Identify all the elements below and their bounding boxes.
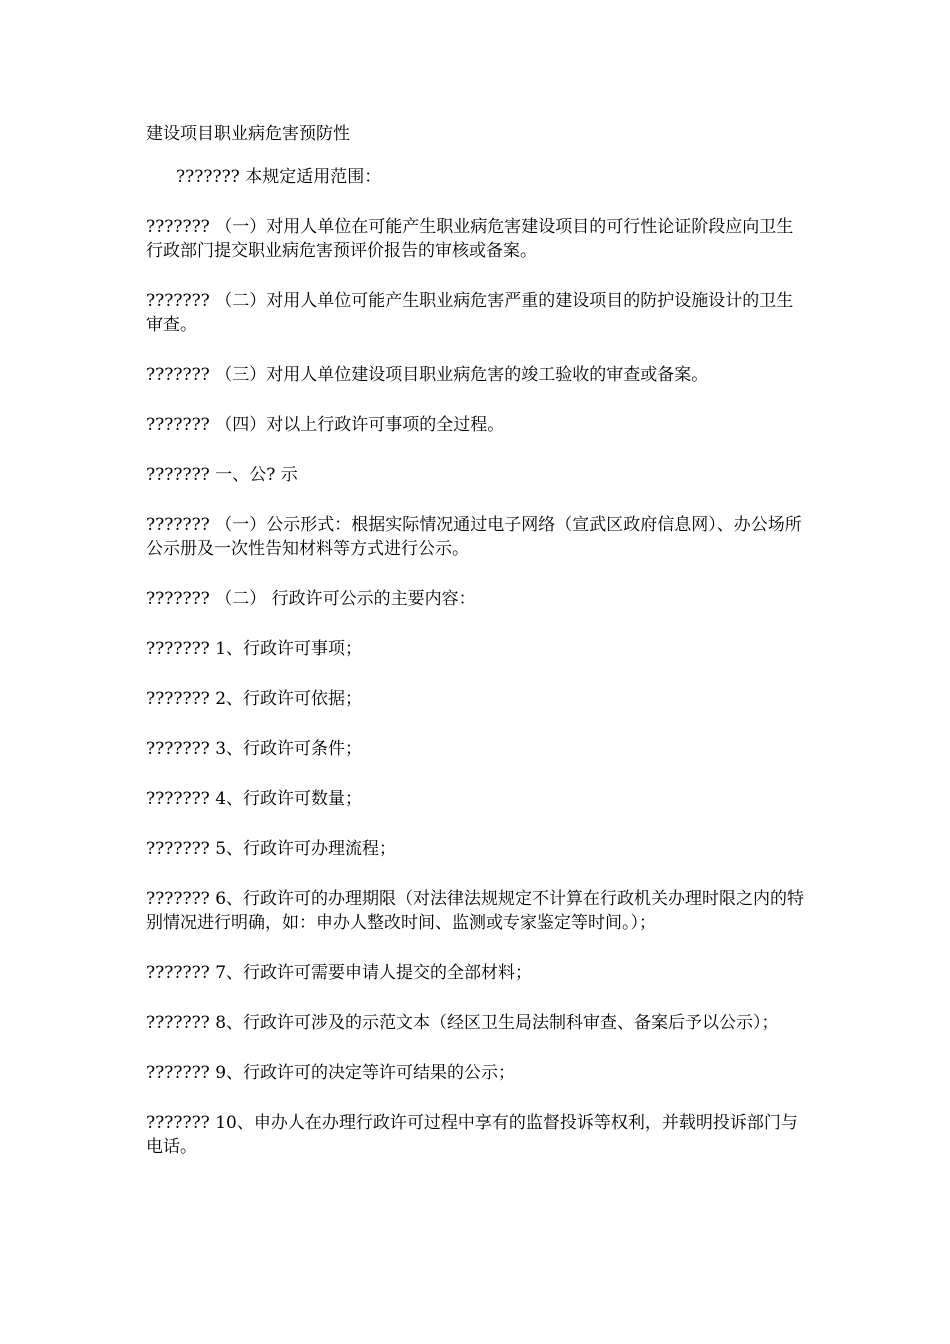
list-item-10: ??????? 10、申办人在办理行政许可过程中享有的监督投诉等权利，并载明投诉部门与电话。: [146, 1113, 798, 1157]
list-item-8: ??????? 8、行政许可涉及的示范文本（经区卫生局法制科审查、备案后予以公示）；: [146, 1013, 779, 1033]
paragraph-scope-1: ??????? （一）对用人单位在可能产生职业病危害建设项目的可行性论证阶段应向卫生行政部门提交职业病危害预评价报告的审核或备案。: [146, 217, 794, 261]
list-item-4: ??????? 4、行政许可数量；: [146, 789, 363, 809]
list-item-5: ??????? 5、行政许可办理流程；: [146, 839, 397, 859]
list-item-2: ??????? 2、行政许可依据；: [146, 689, 363, 709]
paragraph-publicity-form: ??????? （一）公示形式：根据实际情况通过电子网络（宣武区政府信息网）、办公场所公示册及一次性告知材料等方式进行公示。: [146, 515, 802, 559]
list-item-6: ??????? 6、行政许可的办理期限（对法律法规规定不计算在行政机关办理时限之内的特别情况进行明确，如：申办人整改时间、监测或专家鉴定等时间。）；: [146, 889, 805, 933]
paragraph-scope-4: ??????? （四）对以上行政许可事项的全过程。: [146, 415, 505, 435]
list-item-9: ??????? 9、行政许可的决定等许可结果的公示；: [146, 1063, 516, 1083]
paragraph-scope-2: ??????? （二）对用人单位可能产生职业病危害严重的建设项目的防护设施设计的卫生审查。: [146, 291, 794, 335]
paragraph-publicity-content: ??????? （二） 行政许可公示的主要内容：: [146, 589, 476, 609]
paragraph-scope-3: ??????? （三）对用人单位建设项目职业病危害的竣工验收的审查或备案。: [146, 365, 709, 385]
paragraph-scope: ??????? 本规定适用范围：: [176, 167, 382, 187]
list-item-1: ??????? 1、行政许可事项；: [146, 639, 363, 659]
document-title: 建设项目职业病危害预防性: [146, 124, 350, 144]
list-item-3: ??????? 3、行政许可条件；: [146, 739, 363, 759]
document-body: [146, 122, 806, 1185]
list-item-7: ??????? 7、行政许可需要申请人提交的全部材料；: [146, 963, 533, 983]
section-heading-publicity: ??????? 一、公? 示: [146, 465, 298, 485]
